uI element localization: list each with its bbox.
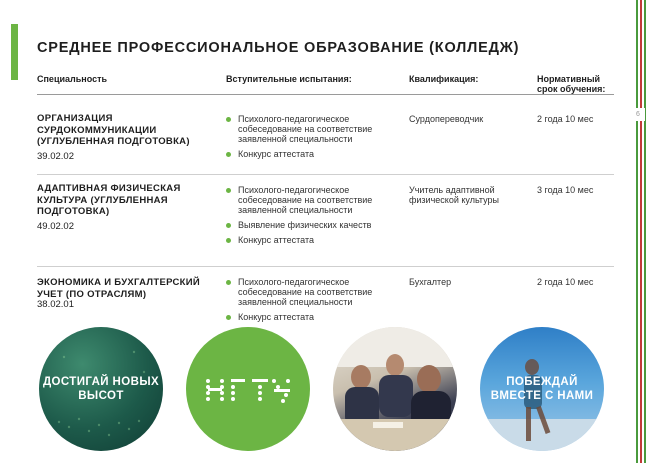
specialty-code: 38.02.01 xyxy=(37,299,74,310)
exam-item: Конкурс аттестата xyxy=(226,235,396,245)
bullet-icon xyxy=(226,188,231,193)
specialty-code: 49.02.02 xyxy=(37,221,74,232)
qualification: Сурдопереводчик xyxy=(409,114,484,124)
students-photo-icon xyxy=(333,327,457,451)
motto-text: ПОБЕЖДАЙ ВМЕСТЕ С НАМИ xyxy=(490,376,594,402)
title-accent-bar xyxy=(11,24,18,80)
bullet-icon xyxy=(226,315,231,320)
header-exams: Вступительные испытания: xyxy=(226,74,352,84)
header-divider xyxy=(37,94,614,95)
specialty-code: 39.02.02 xyxy=(37,151,74,162)
study-term: 3 года 10 мес xyxy=(537,185,594,195)
bullet-icon xyxy=(226,117,231,122)
motto-circle-achieve xyxy=(39,327,163,451)
bullet-icon xyxy=(226,280,231,285)
header-term: Нормативный срок обучения: xyxy=(537,74,606,94)
bullet-icon xyxy=(226,238,231,243)
page-title: СРЕДНЕЕ ПРОФЕССИОНАЛЬНОЕ ОБРАЗОВАНИЕ (КОЛЛЕДЖ) xyxy=(37,40,520,56)
specialty-name: ЭКОНОМИКА И БУХГАЛТЕРСКИЙ УЧЕТ (ПО ОТРАСЛЯМ) xyxy=(37,277,201,300)
exam-item: Выявление физических качеств xyxy=(226,220,396,230)
motto-circle-win xyxy=(480,327,604,451)
exam-item: Психолого-педагогическое собеседование на соответствие заявленной специальности xyxy=(226,277,396,307)
page-number: 6 xyxy=(631,108,645,121)
header-qualification: Квалификация: xyxy=(409,74,479,84)
ngtu-logo-icon xyxy=(186,327,310,451)
qualification: Бухгалтер xyxy=(409,277,452,287)
exam-item: Психолого-педагогическое собеседование на соответствие заявленной специальности xyxy=(226,114,396,144)
exam-item: Конкурс аттестата xyxy=(226,149,396,159)
study-term: 2 года 10 мес xyxy=(537,277,594,287)
bullet-icon xyxy=(226,223,231,228)
study-term: 2 года 10 мес xyxy=(537,114,594,124)
decorative-stripes xyxy=(636,0,650,463)
motto-text: ДОСТИГАЙ НОВЫХ ВЫСОТ xyxy=(42,376,160,402)
exam-list xyxy=(226,277,396,327)
exam-list xyxy=(226,114,396,164)
bullet-icon xyxy=(226,152,231,157)
specialty-name: ОРГАНИЗАЦИЯ СУРДОКОММУНИКАЦИИ (УГЛУБЛЕННАЯ ПОДГОТОВКА) xyxy=(37,113,190,147)
header-specialty: Специальность xyxy=(37,74,108,84)
exam-list xyxy=(226,185,396,250)
exam-item: Конкурс аттестата xyxy=(226,312,396,322)
classroom-photo-circle xyxy=(333,327,457,451)
exam-item: Психолого-педагогическое собеседование на соответствие заявленной специальности xyxy=(226,185,396,215)
specialty-name: АДАПТИВНАЯ ФИЗИЧЕСКАЯ КУЛЬТУРА (УГЛУБЛЕННАЯ ПОДГОТОВКА) xyxy=(37,183,181,217)
row-divider xyxy=(37,266,614,267)
row-divider xyxy=(37,174,614,175)
qualification: Учитель адаптивной физической культуры xyxy=(409,185,500,205)
ngtu-logo-circle xyxy=(186,327,310,451)
